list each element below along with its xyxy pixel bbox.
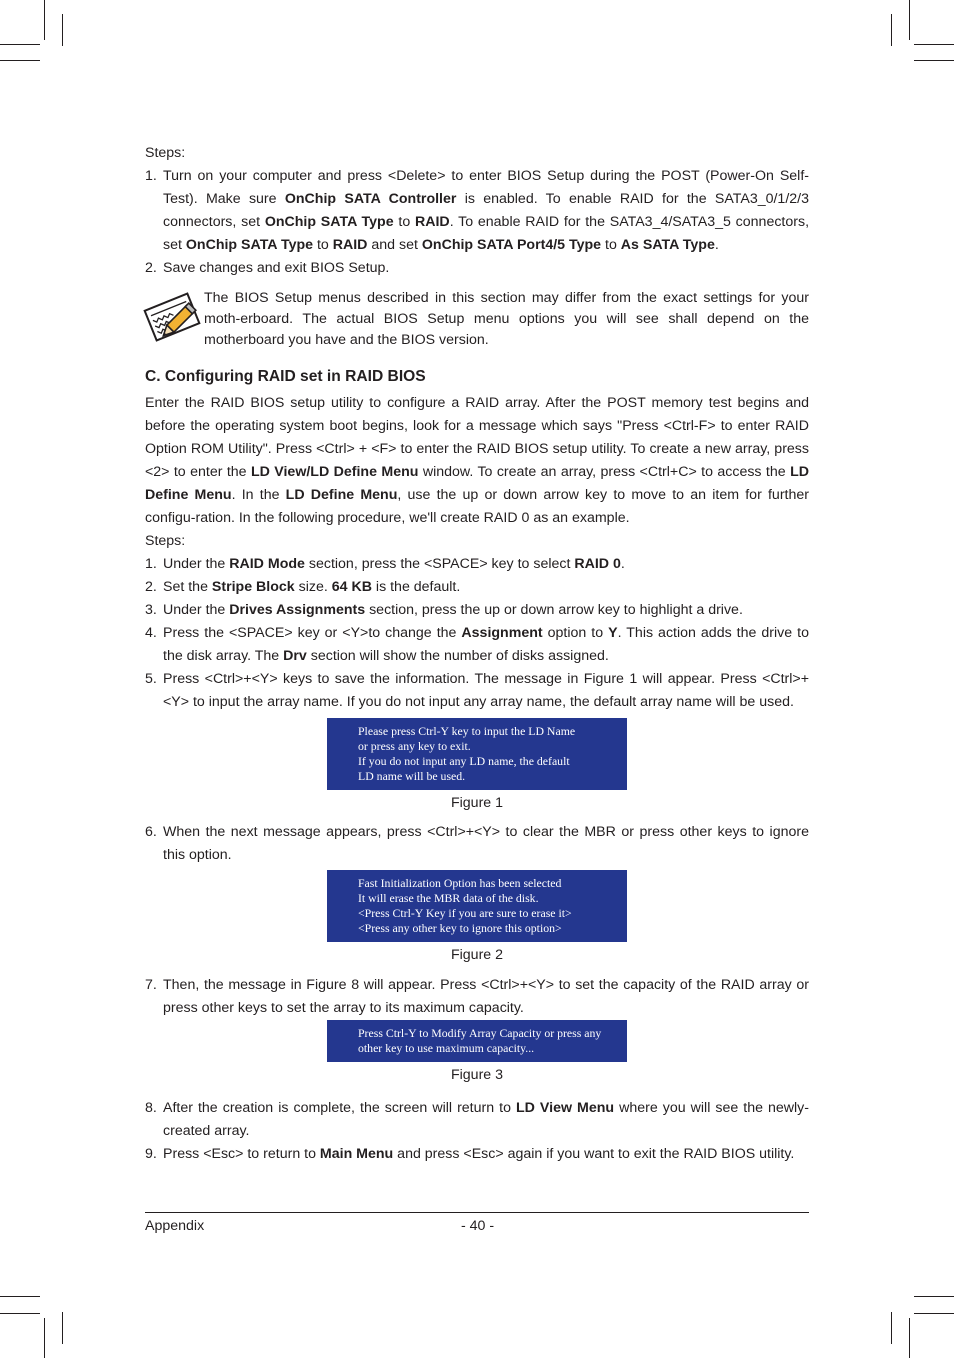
bold-term: Assignment <box>461 625 543 641</box>
text-run: to <box>601 237 621 253</box>
crop-mark <box>44 1318 45 1358</box>
step-6 <box>145 821 809 867</box>
bios-message-line: If you do not input any LD name, the default <box>358 754 570 768</box>
bios-steps-list <box>145 165 809 280</box>
list-item <box>145 622 809 668</box>
list-item-number: 1. <box>145 168 157 184</box>
text-run: where you will see the newly-created array. <box>163 1100 809 1139</box>
list-item <box>145 974 809 1020</box>
text-run: section, press the up or down arrow key to highlight a drive. <box>365 602 743 618</box>
list-item-text <box>163 260 389 276</box>
bios-message-line: Press Ctrl-Y to Modify Array Capacity or press any <box>358 1026 602 1040</box>
list-item <box>145 1097 809 1143</box>
text-run: section, press the <SPACE> key to select <box>304 556 575 572</box>
text-run: to <box>313 237 333 253</box>
bios-message-line: It will erase the MBR data of the disk. <box>358 891 539 905</box>
crop-mark <box>891 14 892 46</box>
crop-mark <box>0 1313 40 1314</box>
text-run: . <box>620 556 625 572</box>
crop-mark <box>44 0 45 40</box>
bold-term: OnChip SATA Controller <box>284 191 457 207</box>
text-run: Under the <box>163 556 230 572</box>
list-item <box>145 576 809 599</box>
list-item-number: 1. <box>145 556 157 572</box>
intro-paragraph <box>145 392 809 530</box>
figure-1 <box>145 718 809 790</box>
list-item-text <box>163 602 743 618</box>
list-item-text <box>163 168 809 253</box>
figure-caption: Figure 1 <box>450 795 504 811</box>
crop-mark <box>914 44 954 45</box>
list-item-number: 2. <box>145 260 157 276</box>
text-run: is the default. <box>371 579 461 595</box>
text-run: Turn on your computer and press <Delete> to enter BIOS Setup during the POST (Power-On Self-Test). Make sure <box>163 168 809 207</box>
bios-message-line: <Press any other key to ignore this option> <box>358 921 562 935</box>
text-run: . To enable RAID for the SATA3_4/SATA3_5 connectors, set <box>163 214 810 253</box>
text-run: window. To create an array, press <Ctrl+C> to access the <box>418 464 791 480</box>
list-item-text <box>163 977 809 1016</box>
list-item-text <box>163 671 809 710</box>
list-item-text <box>163 1146 794 1162</box>
text-run: size. <box>294 579 332 595</box>
text-run: and set <box>367 237 422 253</box>
bios-message-box <box>327 870 627 942</box>
crop-mark <box>62 1312 63 1344</box>
text-run: Under the <box>163 602 230 618</box>
bold-term: RAID Mode <box>229 556 305 572</box>
text-run: and press <Esc> again if you want to exit the RAID BIOS utility. <box>393 1146 795 1162</box>
bios-message-line: or press any key to exit. <box>358 739 471 753</box>
list-item <box>145 257 809 280</box>
crop-mark <box>909 0 910 40</box>
crop-mark <box>914 1313 954 1314</box>
footer-section: Appendix <box>145 1218 205 1234</box>
text-run: Save changes and exit BIOS Setup. <box>163 260 390 276</box>
text-run: is enabled. To enable RAID for the SATA3_0/1/2/3 connectors, set <box>163 191 809 230</box>
list-item <box>145 821 809 867</box>
note-text: The BIOS Setup menus described in this section may differ from the exact settings for your moth-erboard. The actual BIOS Setup menu options you will see shall depend on the motherboard you have and the BIOS version. <box>204 290 809 348</box>
crop-mark <box>0 44 40 45</box>
bold-term: LD Define Menu <box>285 487 398 503</box>
text-run: section will show the number of disks assigned. <box>306 648 609 664</box>
bios-message-box <box>327 1020 627 1062</box>
list-item-text <box>163 824 809 863</box>
figure-3 <box>145 1020 809 1062</box>
list-item-number: 8. <box>145 1100 157 1116</box>
text-run: Then, the message in Figure 8 will appear. Press <Ctrl>+<Y> to set the capacity of the RAID array or press other keys to set the array to its maximum capacity. <box>163 977 809 1016</box>
raid-steps-list-final <box>145 1097 809 1166</box>
bold-term: OnChip SATA Type <box>185 237 314 253</box>
raid-steps-list <box>145 553 809 714</box>
bold-term: OnChip SATA Port4/5 Type <box>421 237 602 253</box>
list-item <box>145 165 809 257</box>
text-run: Press <Ctrl>+<Y> keys to save the information. The message in Figure 1 will appear. Press <Ctrl>+<Y> to input the array name. If you do not input any array name, the default array name will be used. <box>163 671 809 710</box>
page-content <box>145 142 809 1166</box>
section-title: C. Configuring RAID set in RAID BIOS <box>145 368 426 385</box>
page-number: - 40 - <box>461 1218 495 1234</box>
bios-message-box <box>327 718 627 790</box>
list-item-number: 4. <box>145 625 157 641</box>
figure-caption: Figure 3 <box>450 1067 504 1083</box>
text-run: Set the <box>163 579 212 595</box>
text-run: option to <box>542 625 609 641</box>
bold-term: Stripe Block <box>211 579 295 595</box>
bold-term: RAID <box>415 214 450 230</box>
list-item <box>145 668 809 714</box>
text-run: . This action adds the drive to the disk array. The <box>163 625 809 664</box>
text-run: After the creation is complete, the screen will return to <box>163 1100 516 1116</box>
bold-term: As SATA Type <box>620 237 715 253</box>
list-item-number: 9. <box>145 1146 157 1162</box>
bold-term: Main Menu <box>319 1146 394 1162</box>
figure-caption: Figure 2 <box>450 947 504 963</box>
bios-message-line: Fast Initialization Option has been selected <box>358 876 562 890</box>
steps-label: Steps: <box>145 533 186 549</box>
bold-term: LD View Menu <box>516 1100 615 1116</box>
crop-mark <box>0 1296 40 1297</box>
bold-term: Y <box>608 625 618 641</box>
list-item-text <box>163 579 460 595</box>
page-footer <box>145 1212 809 1234</box>
bold-term: LD Define Menu <box>145 464 809 503</box>
crop-mark <box>0 60 40 61</box>
bold-term: LD View/LD Define Menu <box>250 464 419 480</box>
list-item-number: 3. <box>145 602 157 618</box>
text-run: When the next message appears, press <Ctrl>+<Y> to clear the MBR or press other keys to ignore this option. <box>163 824 809 863</box>
note-box <box>145 288 809 351</box>
bold-term: OnChip SATA Type <box>264 214 394 230</box>
bold-term: Drives Assignments <box>229 602 366 618</box>
text-run: . <box>714 237 719 253</box>
list-item-number: 5. <box>145 671 157 687</box>
pencil-note-icon <box>143 288 201 353</box>
bold-term: Drv <box>283 648 307 664</box>
text-run: to <box>393 214 415 230</box>
list-item-number: 6. <box>145 824 157 840</box>
bold-term: RAID 0 <box>574 556 621 572</box>
bold-term: RAID <box>332 237 368 253</box>
crop-mark <box>909 1318 910 1358</box>
list-item-number: 7. <box>145 977 157 993</box>
text-run: Enter the RAID BIOS setup utility to configure a RAID array. After the POST memory test begins and before the operating system boot begins, look for a message which says "Press <Ctrl-F> to enter RAID Option ROM Utility". Press <Ctrl> + <F> to enter the RAID BIOS setup utility. To create a new array, press <2> to enter the <box>145 395 809 480</box>
crop-mark <box>914 60 954 61</box>
crop-mark <box>891 1312 892 1344</box>
crop-mark <box>914 1296 954 1297</box>
text-run: , use the up or down arrow key to move to an item for further configu-ration. In the following procedure, we'll create RAID 0 as an example. <box>145 487 809 526</box>
bios-message-line: Please press Ctrl-Y key to input the LD Name <box>358 724 576 738</box>
list-item <box>145 1143 809 1166</box>
step-7 <box>145 974 809 1020</box>
bios-message-line: <Press Ctrl-Y Key if you are sure to erase it> <box>358 906 572 920</box>
list-item-text <box>163 1100 809 1139</box>
list-item-text <box>163 625 809 664</box>
bold-term: 64 KB <box>331 579 372 595</box>
crop-mark <box>62 14 63 46</box>
text-run: . In the <box>231 487 286 503</box>
list-item <box>145 599 809 622</box>
bios-message-line: other key to use maximum capacity... <box>358 1041 535 1055</box>
list-item <box>145 553 809 576</box>
list-item-text <box>163 556 625 572</box>
list-item-number: 2. <box>145 579 157 595</box>
text-run: Press the <SPACE> key or <Y>to change the <box>163 625 462 641</box>
steps-label: Steps: <box>145 145 186 161</box>
figure-2 <box>145 870 809 942</box>
text-run: Press <Esc> to return to <box>163 1146 320 1162</box>
bios-message-line: LD name will be used. <box>358 769 466 783</box>
